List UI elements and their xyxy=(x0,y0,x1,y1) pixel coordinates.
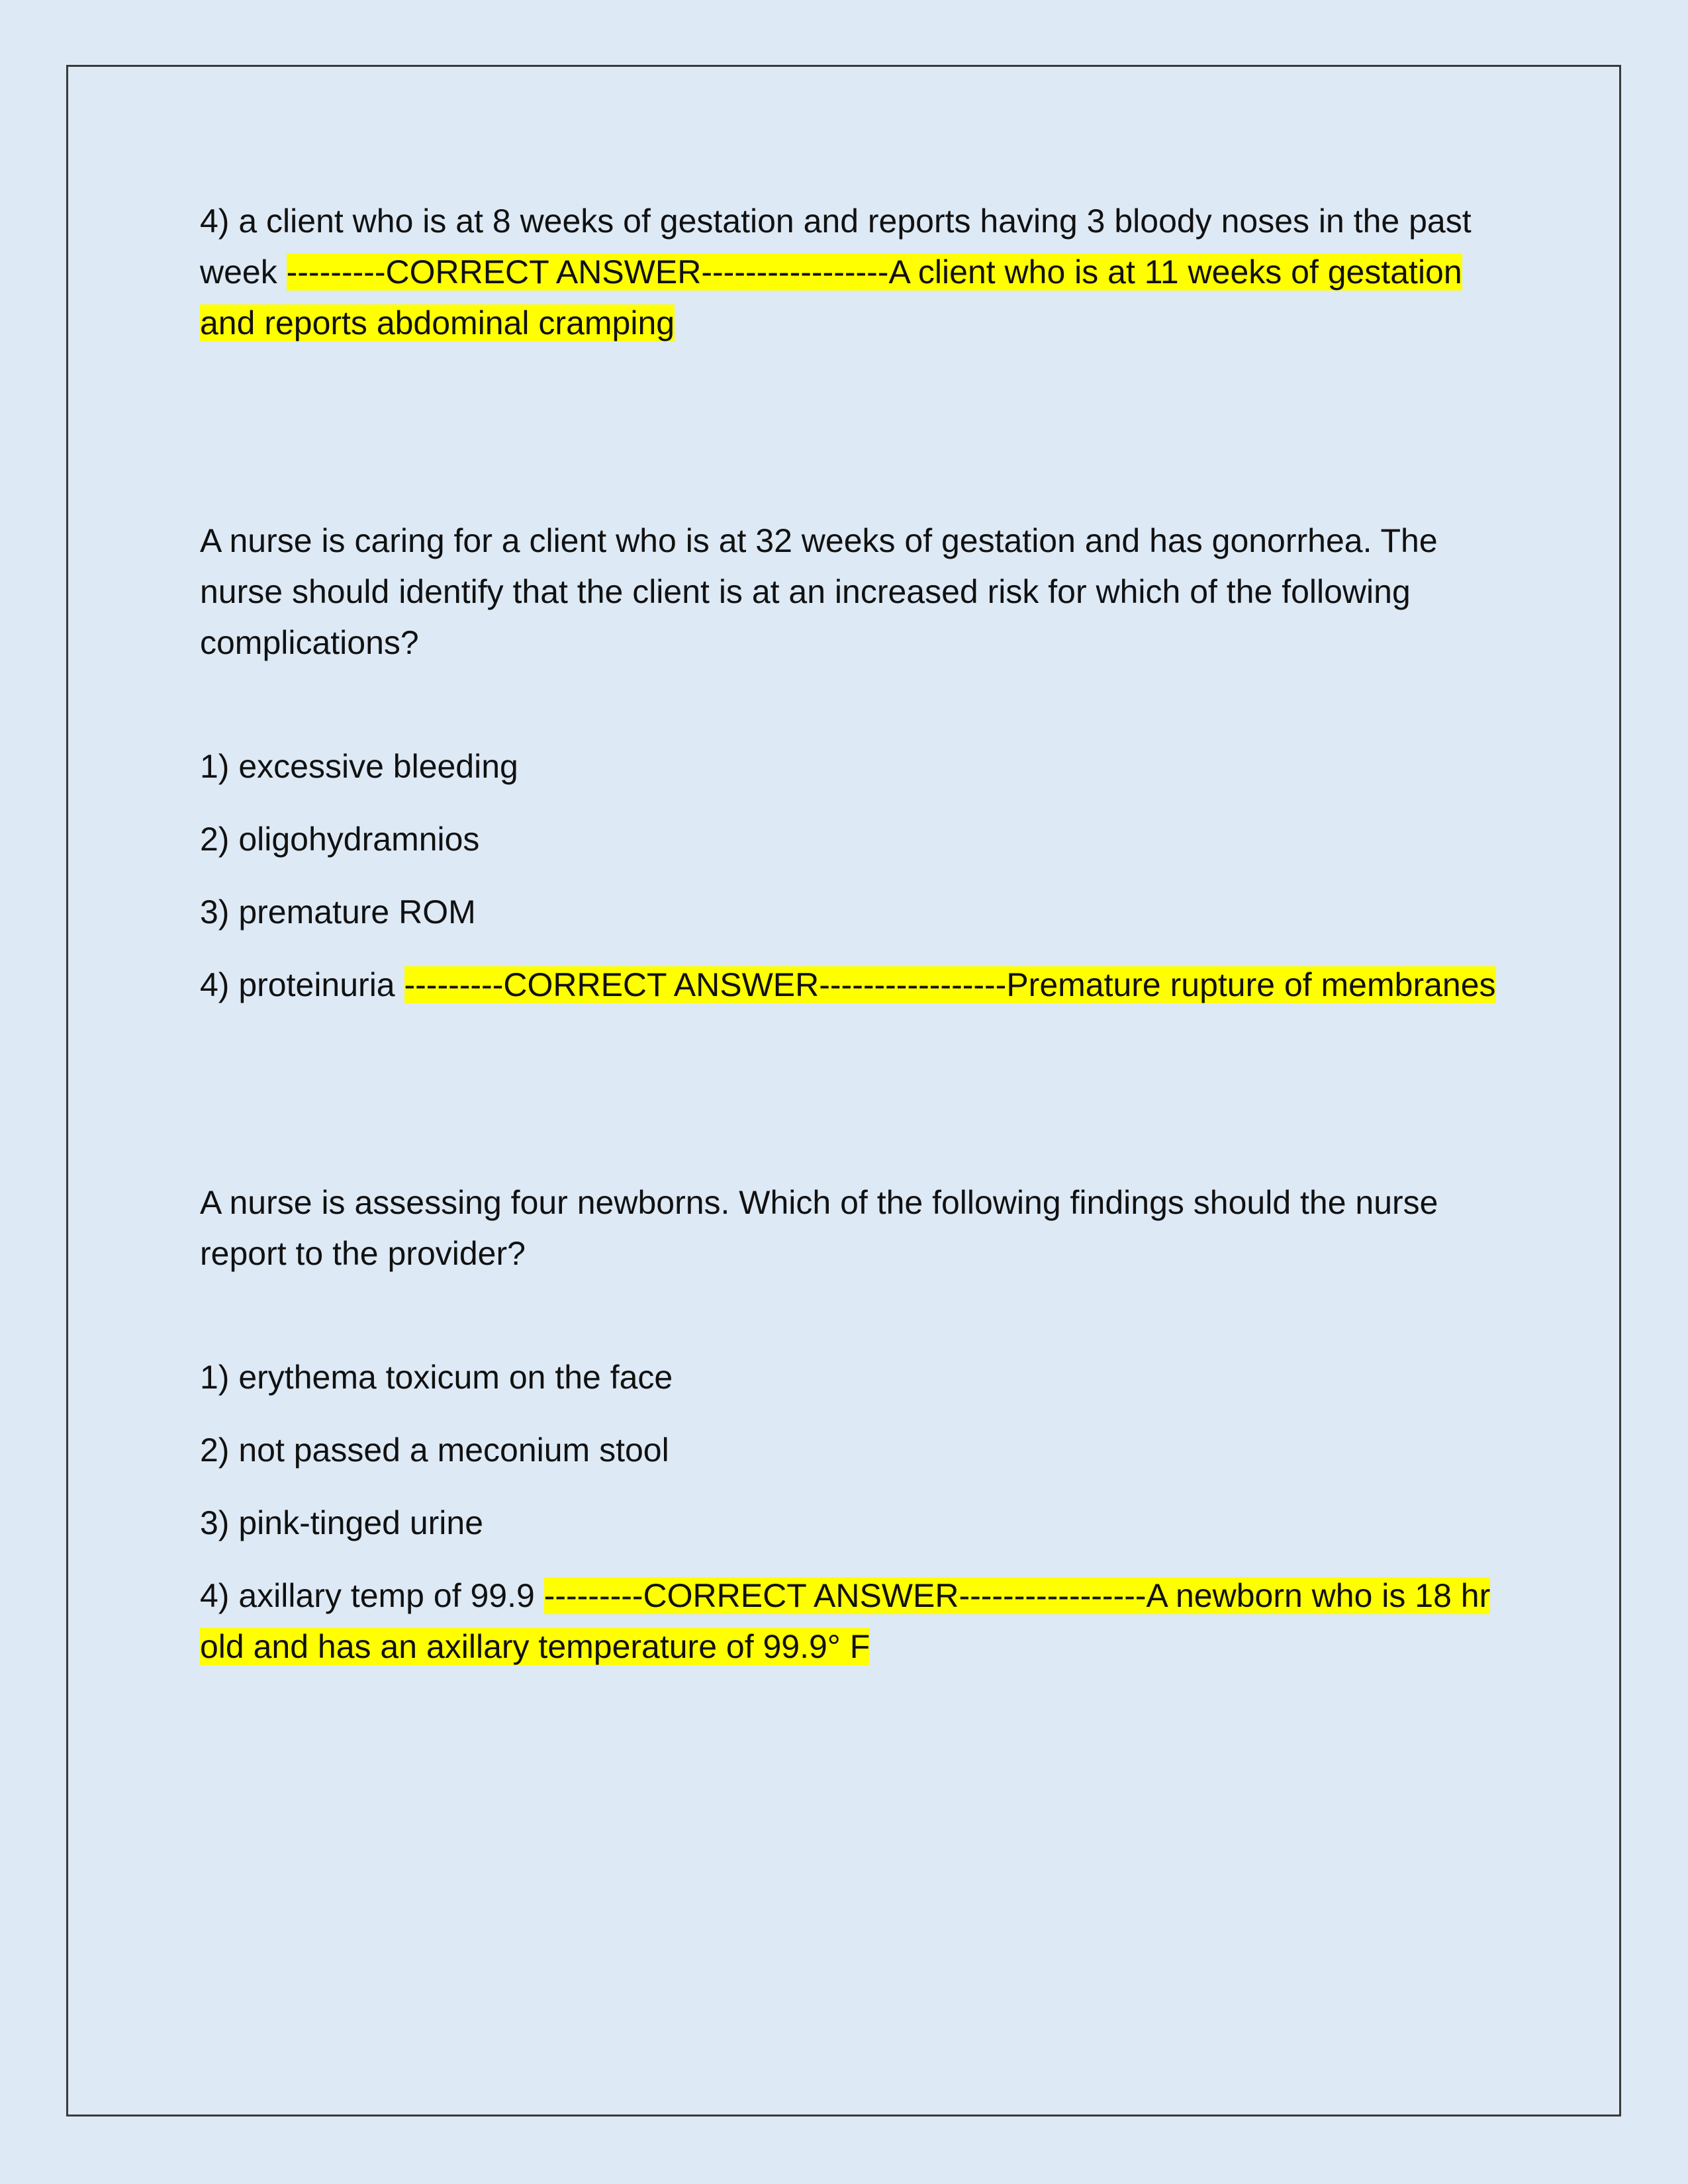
q3-correct-answer: ---------CORRECT ANSWER-----------------A newborn who is 18 hr old and has an axillary temperature of 99.9° F xyxy=(200,1577,1491,1665)
q2-option-4 xyxy=(200,960,1497,1011)
spacer xyxy=(200,349,1497,516)
q1-option-4-text: 4) a client who is at 8 weeks of gestation and reports having 3 bloody noses in the past week xyxy=(200,203,1472,291)
q1-option-4 xyxy=(200,196,1497,349)
spacer xyxy=(200,1279,1497,1352)
q3-option-2: 2) not passed a meconium stool xyxy=(200,1432,669,1469)
q2-option-3: 3) premature ROM xyxy=(200,893,476,931)
q2-option-1: 1) excessive bleeding xyxy=(200,748,518,785)
q2-option-4-text: 4) proteinuria xyxy=(200,966,404,1003)
spacer xyxy=(200,668,1497,741)
q3-option-3: 3) pink-tinged urine xyxy=(200,1504,484,1541)
q3-option-4-text: 4) axillary temp of 99.9 xyxy=(200,1577,544,1614)
q3-option-1: 1) erythema toxicum on the face xyxy=(200,1359,673,1396)
q2-correct-answer: ---------CORRECT ANSWER-----------------Premature rupture of membranes xyxy=(404,966,1496,1003)
q1-correct-answer: ---------CORRECT ANSWER-----------------A client who is at 11 weeks of gestation and reports abdominal cramping xyxy=(200,253,1462,341)
document-content xyxy=(200,196,1497,1672)
q2-option-2: 2) oligohydramnios xyxy=(200,821,480,858)
spacer xyxy=(200,1011,1497,1177)
q3-stem: A nurse is assessing four newborns. Which of the following findings should the nurse report to the provider? xyxy=(200,1184,1438,1272)
q3-option-4 xyxy=(200,1570,1497,1672)
q2-stem: A nurse is caring for a client who is at 32 weeks of gestation and has gonorrhea. The nurse should identify that the client is at an increased risk for which of the following complications? xyxy=(200,522,1438,661)
